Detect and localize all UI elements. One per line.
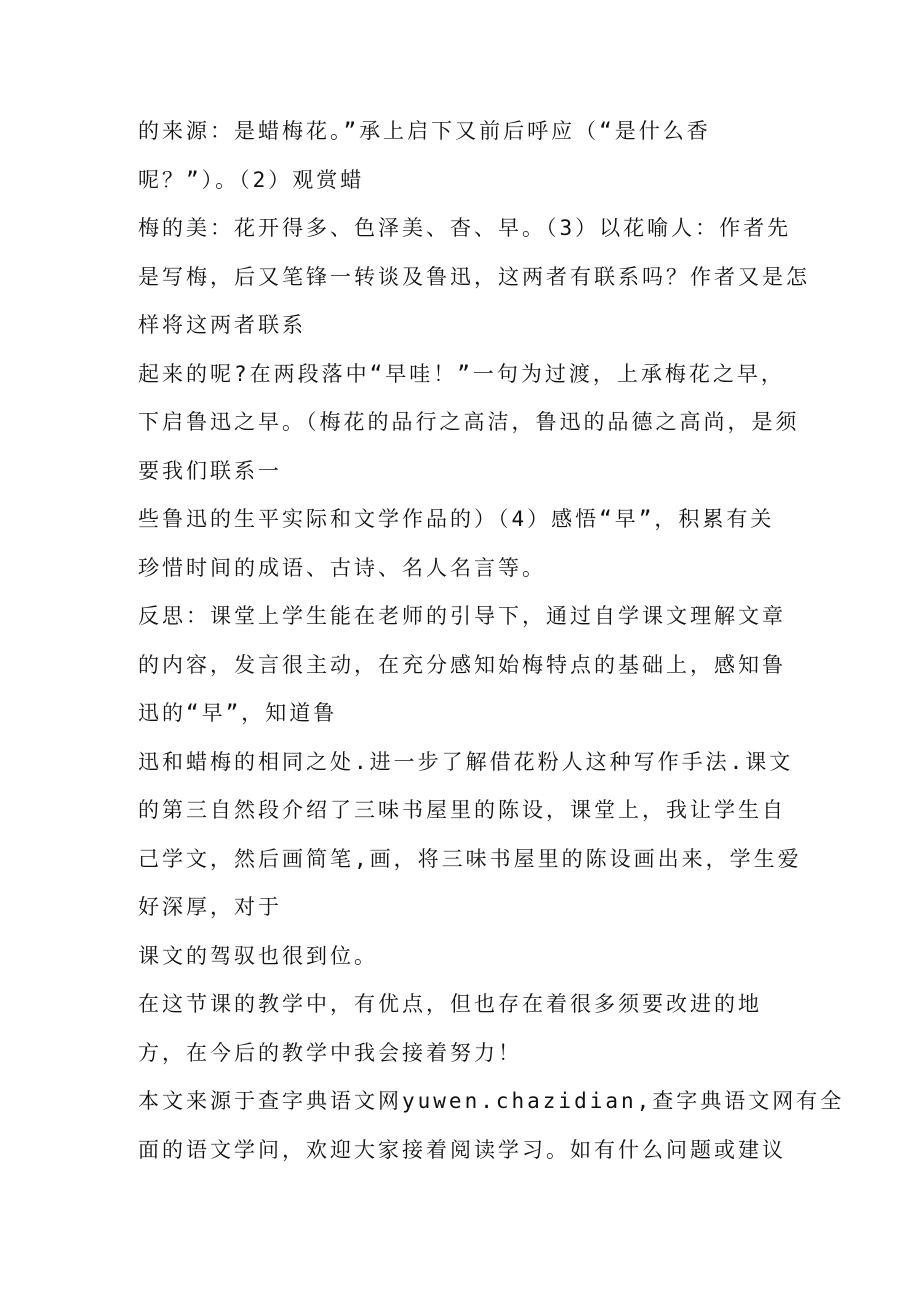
text-line: 要我们联系一	[138, 458, 282, 483]
text-line: 方，在今后的教学中我会接着努力！	[138, 1040, 522, 1065]
text-line: 是写梅，后又笔锋一转谈及鲁迅，这两者有联系吗？作者又是怎	[138, 264, 810, 289]
text-line: 好深厚，对于	[138, 895, 282, 919]
text-line: 反思：课堂上学生能在老师的引导下，通过自学课文理解文章	[138, 604, 786, 628]
text-line: 的第三自然段介绍了三味书屋里的陈设，课堂上，我让学生自	[138, 798, 786, 822]
text-line: 迅的“早”，知道鲁	[138, 701, 338, 725]
text-line: 课文的驾驭也很到位。	[138, 943, 378, 968]
document-body	[138, 113, 845, 1180]
text-line: 呢？”）。（2）观赏蜡	[138, 167, 365, 192]
text-line: 些鲁迅的生平实际和文学作品的）（4）感悟“早”，积累有关	[138, 507, 775, 531]
text-line: 珍惜时间的成语、古诗、名人名言等。	[138, 555, 546, 580]
text-line: 的来源：是蜡梅花。”承上启下又前后呼应（“是什么香	[138, 119, 711, 143]
text-line: 下启鲁迅之早。（梅花的品行之高洁，鲁迅的品德之高尚，是须	[138, 410, 800, 434]
text-line: 样将这两者联系	[138, 313, 306, 337]
text-line: 的内容，发言很主动，在充分感知始梅特点的基础上，感知鲁	[138, 652, 786, 677]
text-line: 己学文，然后画简笔,画，将三味书屋里的陈设画出来，学生爱	[138, 846, 802, 871]
text-line: 本文来源于查字典语文网yuwen.chazidian,查字典语文网有全	[138, 1089, 845, 1113]
text-line: 迅和蜡梅的相同之处.进一步了解借花粉人这种写作手法.课文	[138, 749, 794, 774]
text-line: 梅的美：花开得多、色泽美、杳、早。（3）以花喻人：作者先	[138, 216, 792, 240]
text-line: 面的语文学问，欢迎大家接着阅读学习。如有什么问题或建议	[138, 1137, 786, 1162]
text-line: 起来的呢?在两段落中“早哇！”一句为过渡，上承梅花之早，	[138, 361, 785, 386]
text-line: 在这节课的教学中，有优点，但也存在着很多须要改进的地	[138, 992, 762, 1016]
